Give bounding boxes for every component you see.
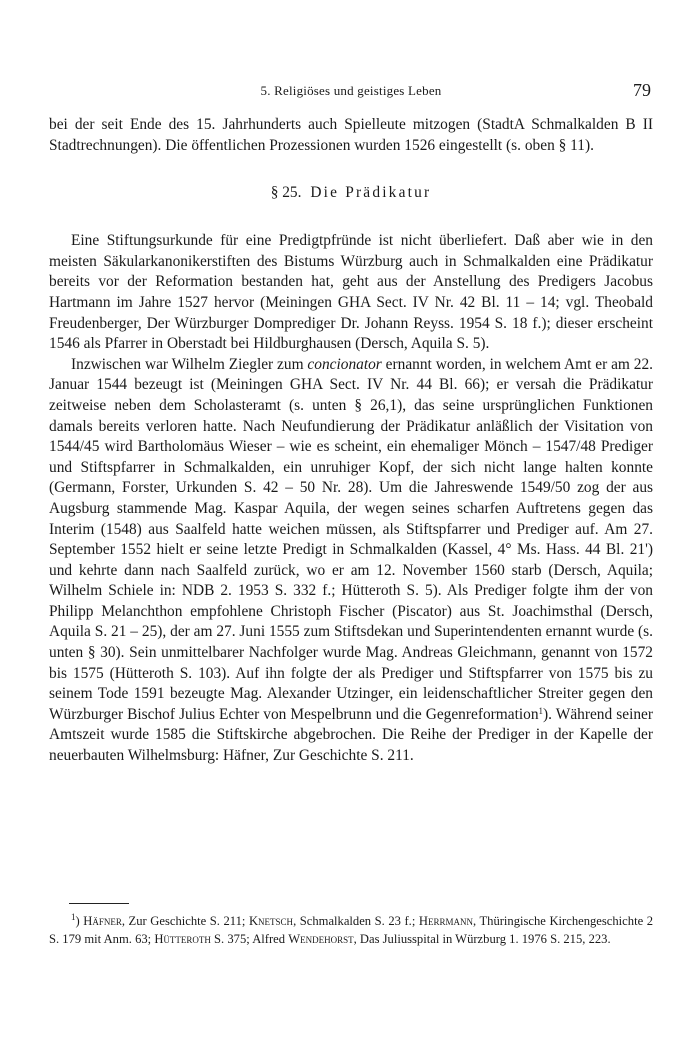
footnote-author-name: Herrmann: [418, 914, 473, 928]
paragraph-2-text-b: ernannt worden, in welchem Amt er am 22. Januar 1544 bezeugt ist (Meiningen GHA Sect. IV Nr. 44 Bl. 66); er versah die Prädikatur zeitweise neben dem Scholasteramt (s. unten § 26,1), das seine ursprünglichen Funktionen damals bereits verloren hatte. Nach Neufundierung der Prädikatur anläßlich der Visitation von 1544/45 wird Bartholomäus Wieser – wie es scheint, ein ehemaliger Mönch – 1547/48 Prediger und Stiftspfarrer in Schmalkalden, ein unruhiger Kopf, der sich nicht lange halten konnte (Germann, Forster, Urkunden S. 42 – 50 Nr. 28). Um die Jahreswende 1549/50 zog der aus Augsburg stammende Mag. Kaspar Aquila, der wegen seines scharfen Auftretens gegen das Interim (1548) aus Saalfeld hatte weichen müssen, als Stiftspfarrer und Prediger auf. Am 27. September 1552 hielt er seine letzte Predigt in Schmalkalden (Kassel, 4° Ms. Hass. 44 Bl. 21') und kehrte dann nach Saalfeld zurück, wo er am 12. November 1560 starb (Dersch, Aquila; Wilhelm Schiele in: NDB 2. 1953 S. 332 f.; Hütteroth S. 5). Als Prediger folgte ihm der von Philipp Melanchthon empfohlene Christoph Fischer (Piscator) aus St. Joachimsthal (Dersch, Aquila S. 21 – 25), der am 27. Juni 1555 zum Stiftsdekan und Superintendenten ernannt wurde (s. unten § 30). Sein unmittelbarer Nachfolger wurde Mag. Andreas Gleichmann, genannt von 1572 bis 1575 (Hütteroth S. 103). Auf ihn folgte der als Prediger und Stiftspfarrer von 1575 bis zu seinem Tode 1591 bezeugte Mag. Alexander Utzinger, ein leidenschaftlicher Streiter gegen den Würzburger Bischof Julius Echter von Mespelbrunn und die Gegenreformation: [49, 355, 653, 723]
footnote-author-name: Wendehorst: [288, 932, 354, 946]
paragraph-2: [49, 355, 653, 767]
paragraph-2-text-a: Inzwischen war Wilhelm Ziegler zum: [71, 355, 308, 373]
paragraph-2-text-c: ). Während seiner Amtszeit wurde 1585 die Stiftskirche abgebrochen. Die Reihe der Prediger in der Kapelle der neuerbauten Wilhelmsburg: Häfner, Zur Geschichte S. 211.: [49, 705, 653, 765]
paragraph-1: Eine Stiftungsurkunde für eine Predigtpfründe ist nicht überliefert. Daß aber wie in den meisten Säkularkanonikerstiften des Bistums Würzburg auch in Schmalkalden eine Prädikatur bereits vor der Reformation bestanden hat, geht aus der Anstellung des Predigers Jacobus Hartmann im Jahre 1527 hervor (Meiningen GHA Sect. IV Nr. 42 Bl. 11 – 14; vgl. Theobald Freudenberger, Der Würzburger Domprediger Dr. Johann Reyss. 1954 S. 18 f.); dieser erscheint 1546 als Pfarrer in Oberstadt bei Hildburghausen (Dersch, Aquila S. 5).: [49, 232, 653, 353]
footnote-reference[interactable]: 1: [538, 705, 544, 716]
footnote-citation-text: , Das Juliusspital in Würzburg 1. 1976 S. 215, 223.: [353, 932, 611, 946]
running-title: 5. Religiöses und geistiges Leben: [260, 83, 442, 98]
footnote-citation-text: , Zur Geschichte S. 211;: [121, 914, 249, 928]
footnote-text: [49, 914, 653, 946]
section-number: § 25.: [270, 184, 302, 202]
section-heading: [49, 183, 653, 203]
running-head: [49, 80, 653, 104]
section-title: Die Prädikatur: [310, 184, 432, 202]
footnote-citation-text: , Thüringische Kirchengeschichte 2 S. 179 mit Anm. 63;: [49, 914, 653, 946]
book-page: [49, 0, 653, 1052]
intro-paragraph: bei der seit Ende des 15. Jahrhunderts auch Spielleute mitzogen (StadtA Schmalkalden B II Stadtrechnungen). Die öffentlichen Prozessionen wurden 1526 eingestellt (s. oben § 11).: [49, 116, 653, 154]
footnote-divider: [69, 903, 129, 904]
footnote-marker: 1: [71, 912, 76, 922]
footnote-citation-text: , Schmalkalden S. 23 f.;: [293, 914, 419, 928]
footnote-author-name: Häfner: [83, 914, 122, 928]
page-number: 79: [633, 80, 651, 100]
body-text: [49, 115, 653, 767]
footnote-author-name: Hütteroth: [154, 932, 211, 946]
footnote: $^1$) Häfner, Zur Geschichte S. 211; Knetsch, Schmalkalden S. 23 f.; Herrmann, Thüringische Kirchengeschichte 2 S. 179 mit Anm. 63; Hütteroth S. 375; Alfred Wendehorst, Das Juliusspital in Würzburg 1. 1976 S. 215, 223.: [49, 912, 653, 946]
italic-term: concionator: [307, 355, 382, 373]
footnote-author-name: Knetsch: [248, 914, 294, 928]
footnote-citation-text: S. 375; Alfred: [210, 932, 289, 946]
